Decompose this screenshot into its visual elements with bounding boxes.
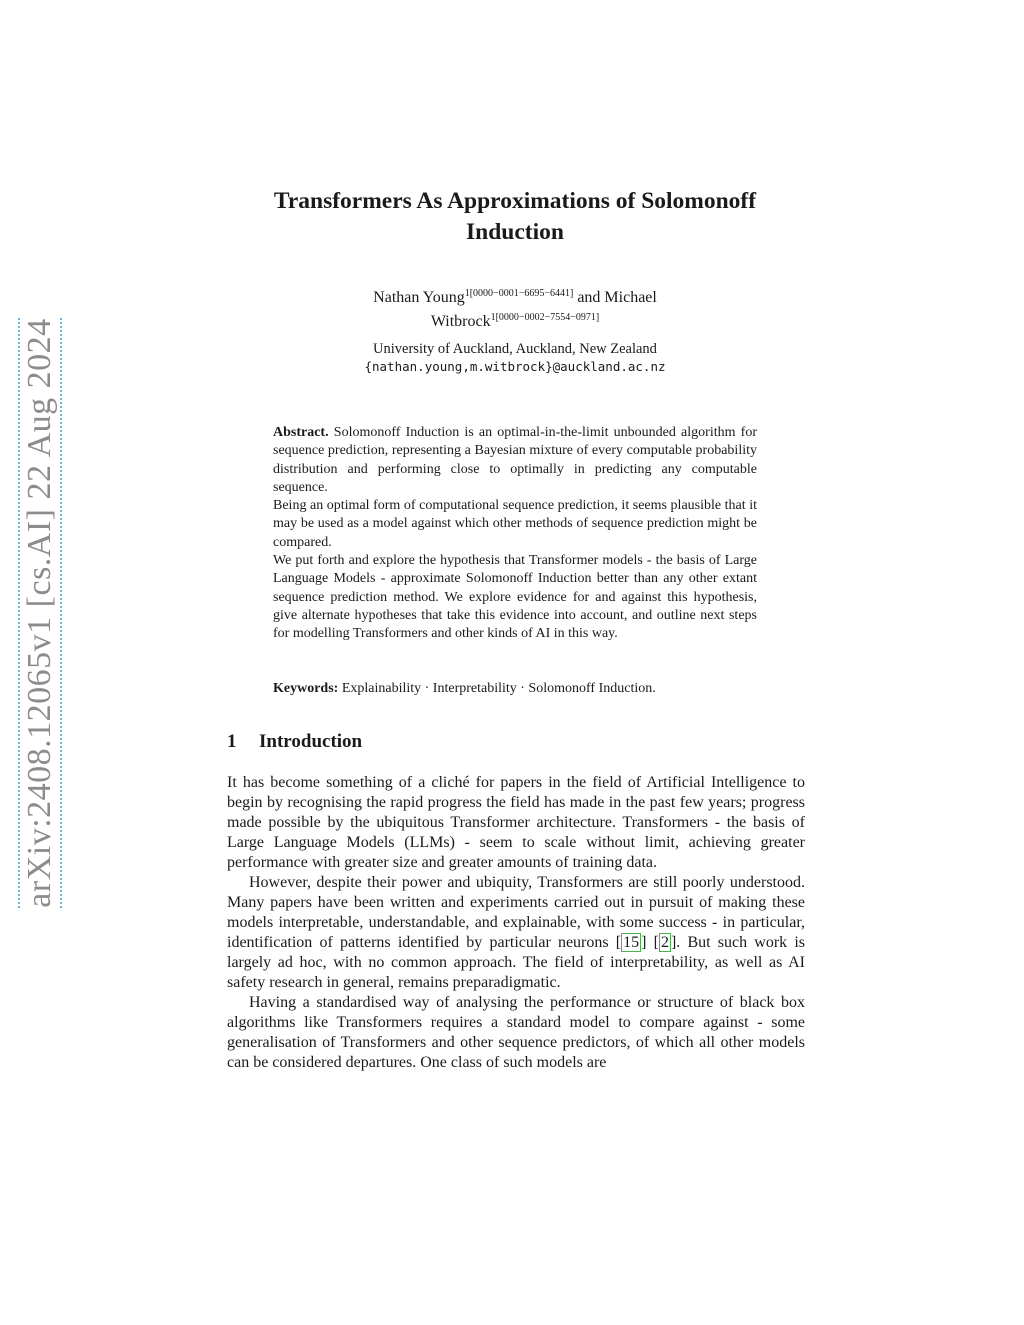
keywords xyxy=(273,680,757,698)
abstract-paragraph-3: We put forth and explore the hypothesis that Transformer models - the basis of Large Language Models - approximate Solomonoff Induction better than any other extant sequence prediction method. We explore evidence for and against this hypothesis, give alternate hypotheses that take this evidence into account, and outline next steps for modelling Transformers and other kinds of AI in this way. xyxy=(273,553,757,642)
title-line-1: Transformers As Approximations of Solomonoff xyxy=(273,188,757,214)
keywords-text: Explainability · Interpretability · Solomonoff Induction. xyxy=(338,681,656,696)
body-paragraph-2-end: . But such work is largely ad hoc, with no common approach. The field of interpretability, as well as AI safety research in general, remains preparadigmatic. xyxy=(227,934,806,991)
author-2-orcid: 1[0000−0002−7554−0971] xyxy=(490,312,600,323)
email: {nathan.young,m.witbrock}@auckland.ac.nz xyxy=(364,359,666,374)
citation-15[interactable]: 15 xyxy=(623,934,640,951)
paper-title xyxy=(200,186,830,248)
body-paragraph-2-start: However, despite their power and ubiquity, Transformers are still poorly understood. Many papers have been written and experiments carried out in pursuit of making these models interpretable, understandable, and explainable, with some success - in particular, identification of patterns identified by particular neurons xyxy=(227,874,805,951)
author-1-orcid: 1[0000−0001−6695−6441] xyxy=(464,288,574,299)
section-title: Introduction xyxy=(259,731,363,752)
body-paragraph-2 xyxy=(227,873,805,993)
authors xyxy=(300,284,730,332)
keywords-label: Keywords: xyxy=(273,681,339,696)
citation-2[interactable]: 2 xyxy=(660,934,669,951)
author-conjunction: and Michael xyxy=(573,289,657,306)
section-number: 1 xyxy=(227,731,237,752)
arxiv-id: arXiv:2408.12065v1 [cs.AI] 22 Aug 2024 xyxy=(21,318,58,908)
affiliation: University of Auckland, Auckland, New Zealand xyxy=(373,341,657,357)
abstract-paragraph-1: Solomonoff Induction is an optimal-in-the-limit unbounded algorithm for sequence prediction, representing a Bayesian mixture of every computable probability distribution and performing close to optimally in predicting any computable sequence. xyxy=(273,425,757,495)
section-body xyxy=(227,773,805,1073)
author-1-name: Nathan Young xyxy=(373,289,465,306)
section-heading xyxy=(227,731,362,753)
citation-link[interactable]: [ 2 ] xyxy=(653,934,677,951)
body-paragraph-3: Having a standardised way of analysing the performance or structure of black box algorithms like Transformers requires a standard model to compare against - some generalisation of Transformers and other sequence predictors, of which all other models can be considered departures. One class of such models are xyxy=(227,994,805,1071)
affiliation-block xyxy=(280,340,750,376)
body-paragraph-1: It has become something of a cliché for papers in the field of Artificial Intelligence to begin by recognising the rapid progress the field has made in the past few years; progress made possible by the ubiquitous Transformer architecture. Transformers - the basis of Large Language Models (LLMs) - seem to scale without limit, achieving greater performance with greater size and greater amounts of training data. xyxy=(227,774,805,871)
abstract xyxy=(273,424,757,644)
citation-link[interactable]: [ 15 ] xyxy=(615,934,647,951)
arxiv-sidebar-stamp xyxy=(18,318,62,908)
title-line-2: Induction xyxy=(466,219,564,245)
author-2-name: Witbrock xyxy=(430,313,491,330)
abstract-paragraph-2: Being an optimal form of computational sequence prediction, it seems plausible that it may be used as a model against which other methods of sequence prediction might be compared. xyxy=(273,498,757,550)
abstract-label: Abstract. xyxy=(273,425,329,440)
